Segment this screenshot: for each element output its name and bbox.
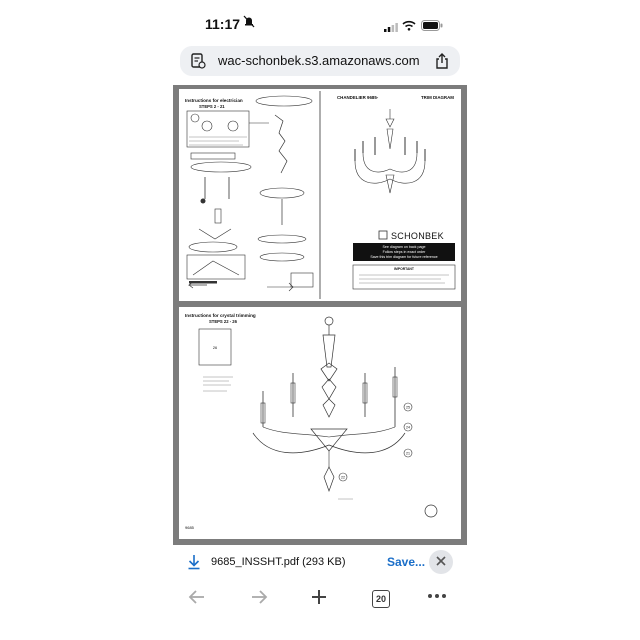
page-settings-icon[interactable] — [189, 52, 207, 75]
callout-line-2: Follow steps in exact order — [382, 250, 426, 254]
status-bar — [0, 10, 640, 36]
more-menu-button[interactable] — [427, 589, 447, 607]
wifi-icon — [402, 18, 416, 36]
close-download-button[interactable] — [429, 550, 453, 574]
callout-25: 25 — [406, 405, 410, 410]
status-time: 11:17 — [205, 16, 241, 32]
callout-22: 22 — [341, 475, 345, 480]
close-icon — [436, 556, 446, 566]
pdf-page-2 — [179, 307, 461, 539]
page1-header-right: TRIM DIAGRAM — [421, 95, 454, 100]
callout-line-1: See diagram on back page — [382, 245, 426, 249]
page1-left-steps: STEPS 2 - 21 — [199, 104, 225, 109]
back-button[interactable] — [187, 587, 207, 612]
callout-line-3: Save this trim diagram for future reference — [370, 255, 438, 259]
save-button[interactable]: Save... — [387, 555, 426, 569]
share-icon[interactable] — [434, 52, 450, 75]
signal-icon — [384, 19, 398, 37]
callout-24: 24 — [406, 425, 410, 430]
pdf-page-1 — [179, 89, 461, 301]
callout-26: 26 — [212, 346, 218, 350]
bottom-toolbar — [173, 583, 467, 615]
forward-button[interactable] — [249, 587, 269, 612]
more-dots-icon — [427, 590, 447, 602]
callout-21: 21 — [406, 451, 410, 456]
silent-bell-icon — [243, 15, 255, 31]
page1-header-left: CHANDELIER 9685- — [337, 95, 379, 100]
ul-listed-mark — [425, 505, 437, 517]
pdf-viewer[interactable] — [173, 85, 467, 545]
page1-drawing — [179, 89, 461, 301]
page2-drawing — [179, 307, 461, 539]
important-label: IMPORTANT — [394, 267, 414, 271]
download-filename: 9685_INSSHT.pdf (293 KB) — [211, 556, 346, 568]
download-icon — [187, 554, 201, 575]
page2-steps: STEPS 22 - 26 — [209, 319, 237, 324]
page1-brand: SCHONBEK — [391, 231, 444, 241]
url-bar[interactable] — [180, 46, 460, 76]
page2-footer-code: 9685 — [185, 525, 194, 530]
page1-left-title: Instructions for electrician — [185, 98, 243, 103]
forward-arrow-icon — [249, 587, 269, 607]
battery-icon — [421, 18, 443, 36]
url-text[interactable]: wac-schonbek.s3.amazonaws.com — [218, 53, 420, 68]
back-arrow-icon — [187, 587, 207, 607]
tab-switcher-button[interactable]: 20 — [372, 590, 390, 608]
page2-title: Instructions for crystal trimming — [185, 313, 256, 318]
download-bar — [173, 545, 467, 581]
plus-icon — [309, 587, 329, 607]
new-tab-button[interactable] — [309, 587, 329, 612]
